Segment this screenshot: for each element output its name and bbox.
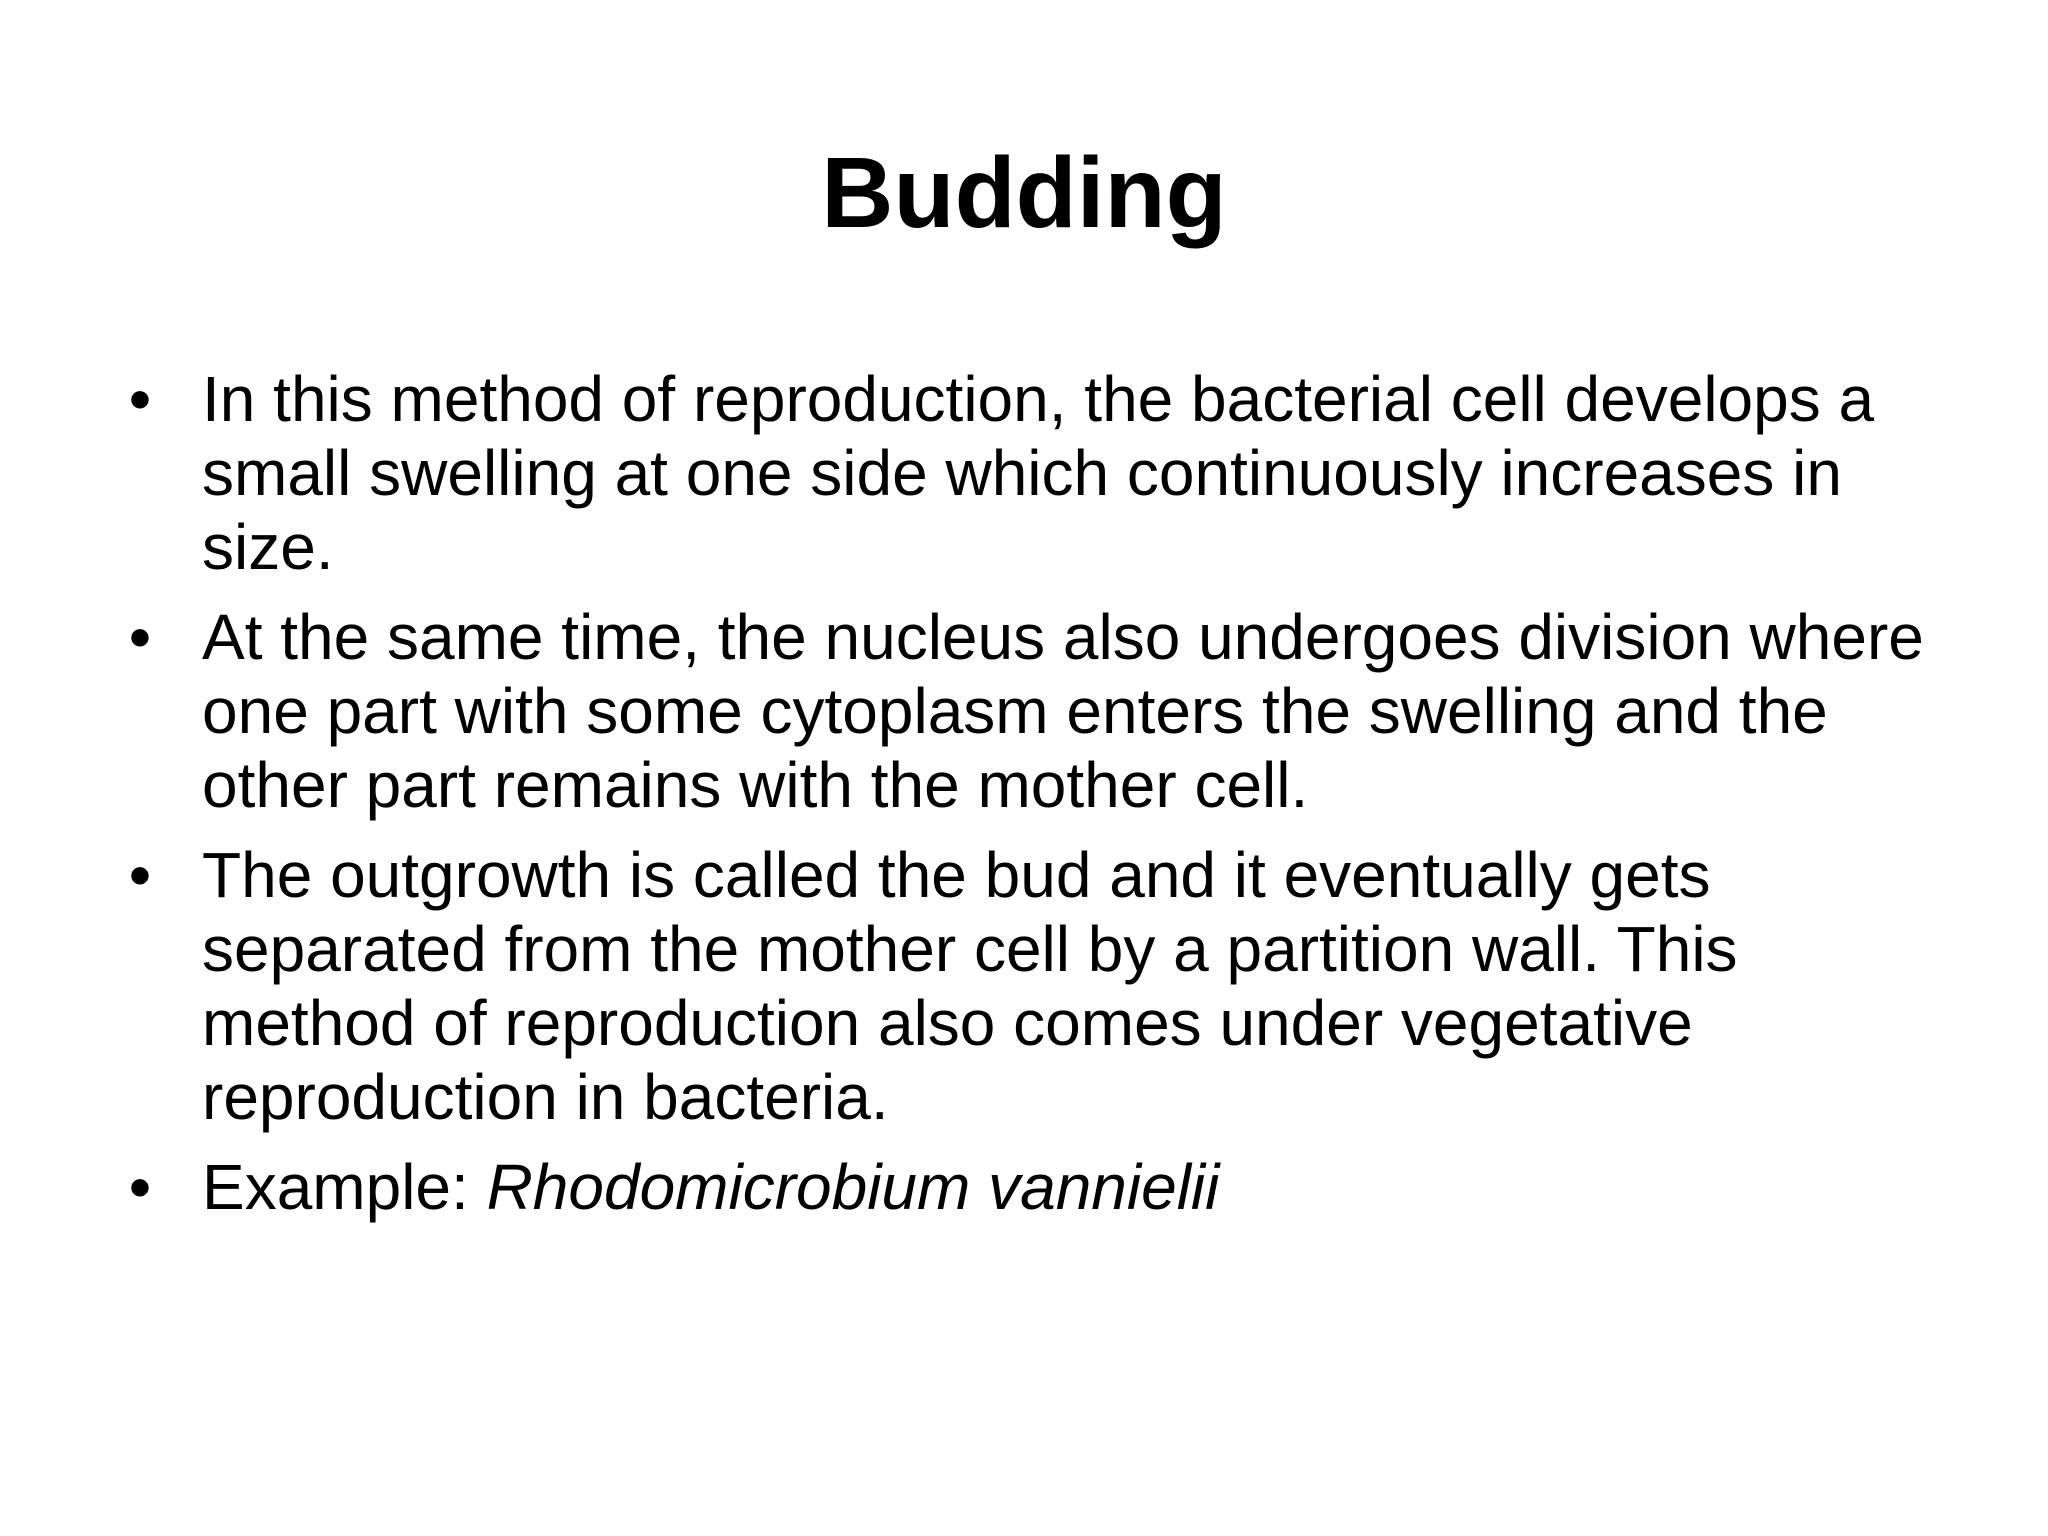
bullet-icon: • [128,601,152,673]
example-species-name: Rhodomicrobium vannielii [486,1151,1220,1223]
slide-title: Budding [821,137,1227,249]
bullet-icon: • [128,363,152,435]
bullet-item [120,838,1960,1134]
bullet-icon: • [128,839,152,911]
bullet-icon: • [128,1151,152,1223]
bullet-item [120,362,1960,584]
example-label: Example: [202,1151,487,1223]
bullet-item [120,1150,1960,1224]
bullet-list [120,362,1960,1240]
bullet-item [120,600,1960,822]
bullet-text: The outgrowth is called the bud and it eventually gets separated from the mother cell by a partition wall. This method of reproduction also comes under vegetative reproduction in bacteria. [202,839,1738,1133]
bullet-text: In this method of reproduction, the bacterial cell develops a small swelling at one side which continuously increases in size. [202,363,1875,583]
bullet-text: At the same time, the nucleus also undergoes division where one part with some cytoplasm enters the swelling and the other part remains with the mother cell. [202,601,1924,821]
